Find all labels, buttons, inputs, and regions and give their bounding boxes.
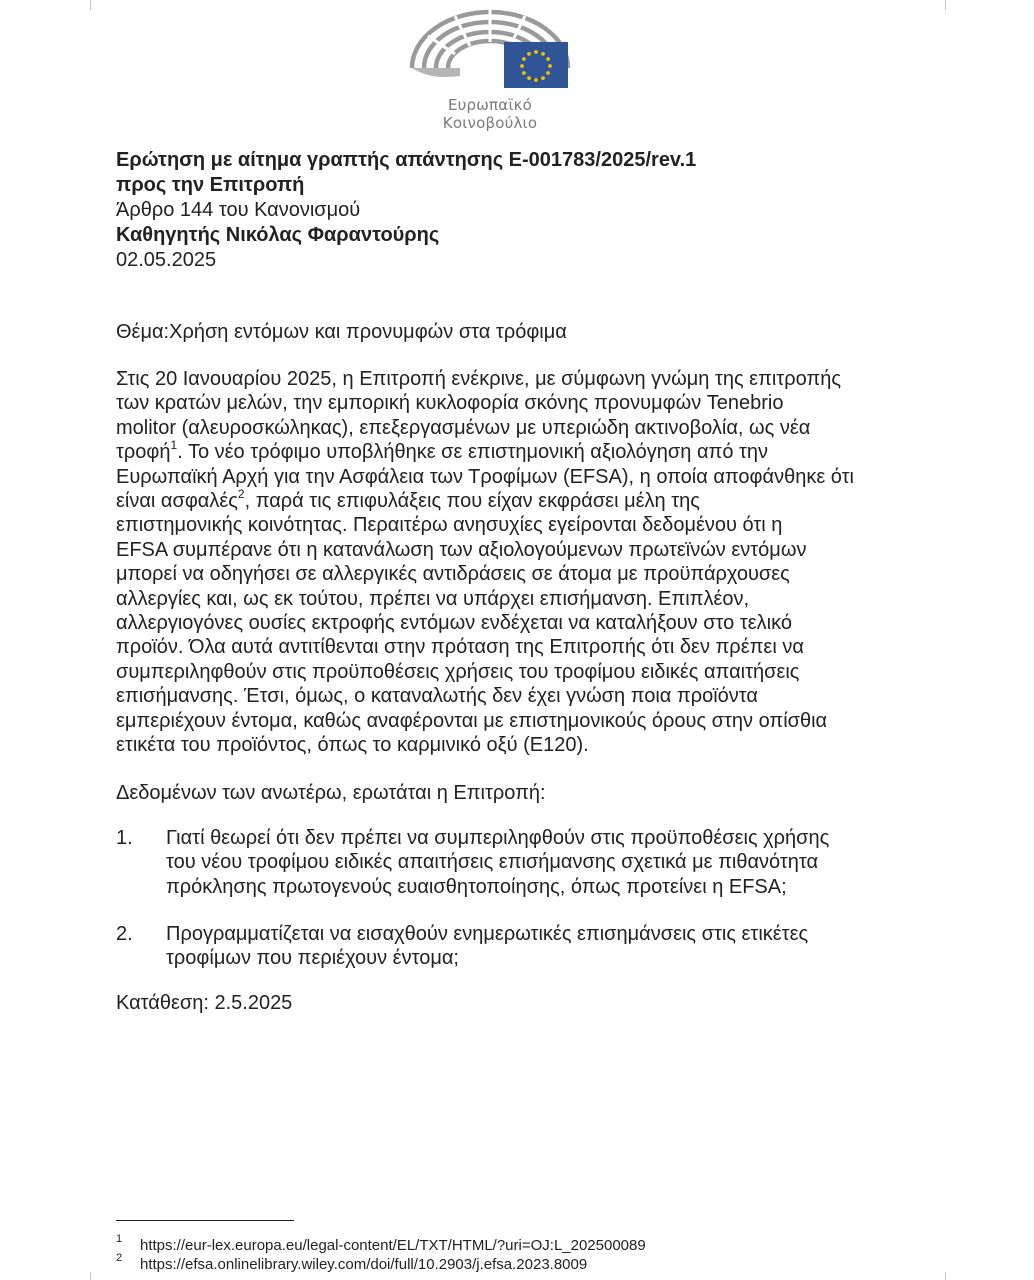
body-line: αλλεργιογόνες ουσίες εκτροφής εντόμων ενδέχεται να καταλήξουν στο τελικό (116, 612, 792, 635)
rule-reference: Άρθρο 144 του Κανονισμού (116, 199, 361, 221)
footnote-number: 1 (116, 1233, 123, 1245)
body-text: , παρά τις επιφυλάξεις που είχαν εκφράσει μέλη της (244, 490, 700, 513)
filing-date: Κατάθεση: 2.5.2025 (116, 992, 293, 1014)
body-line: Ευρωπαϊκή Αρχή για την Ασφάλεια των Τροφίμων (EFSA), η οποία αποφάνθηκε ότι (116, 465, 854, 488)
question-text (166, 826, 946, 899)
logo-caption: Ευρωπαϊκό Κοινοβούλιο (442, 96, 538, 132)
footnote-link[interactable]: https://eur-lex.europa.eu/legal-content/EL/TXT/HTML/?uri=OJ:L_202500089 (140, 1237, 646, 1254)
question-number: 2. (116, 923, 133, 945)
body-line: molitor (αλευροσκώληκας), επεξεργασμένων με υπεριώδη ακτινοβολία, ως νέα (116, 416, 811, 439)
body-line: Στις 20 Ιανουαρίου 2025, η Επιτροπή ενέκρινε, με σύμφωνη γνώμη της επιτροπής (116, 368, 842, 390)
subject-line: Θέμα:Χρήση εντόμων και προνυμφών στα τρόφιμα (116, 321, 567, 343)
question-line: του νέου τροφίμου ειδικές απαιτήσεις επισήμανσης σχετικά με πιθανότητα (166, 851, 819, 874)
footnote-ref-1[interactable]: 1 (170, 438, 178, 453)
footnote-number: 2 (116, 1252, 123, 1264)
question-line: Γιατί θεωρεί ότι δεν πρέπει να συμπεριληφθούν στις προϋποθέσεις χρήσης (166, 827, 830, 849)
hemicycle-flag-emblem (400, 0, 580, 95)
body-line: επιστημονικής κοινότητας. Περαιτέρω ανησυχίες εγείρονται δεδομένου ότι η (116, 514, 783, 537)
author-name: Καθηγητής Νικόλας Φαραντούρης (116, 224, 440, 246)
footnote-ref-2[interactable]: 2 (237, 487, 245, 502)
body-text: . Το νέο τρόφιμο υποβλήθηκε σε επιστημονική αξιολόγηση από την (177, 441, 769, 464)
crop-mark-top-left (90, 0, 91, 10)
document-date: 02.05.2025 (116, 249, 217, 271)
body-text: τροφή (116, 441, 171, 464)
question-number: 1. (116, 827, 133, 849)
body-line: των κρατών μελών, την εμπορική κυκλοφορία σκόνης προνυμφών Tenebrio (116, 392, 784, 415)
question-title: Ερώτηση με αίτημα γραπτής απάντησης E-001783/2025/rev.1 (116, 149, 697, 171)
question-line: Προγραμματίζεται να εισαχθούν ενημερωτικές επισημάνσεις στις ετικέτες (166, 923, 809, 945)
addressee: προς την Επιτροπή (116, 174, 305, 196)
body-text: είναι ασφαλές (116, 490, 238, 513)
document-header (116, 148, 936, 273)
body-paragraph (116, 367, 936, 758)
questions-intro: Δεδομένων των ανωτέρω, ερωτάται η Επιτροπή: (116, 782, 546, 804)
european-parliament-logo (400, 0, 580, 132)
body-line: προϊόν. Όλα αυτά αντιτίθενται στην πρόταση της Επιτροπής ότι δεν πρέπει να (116, 636, 804, 659)
question-line: πρόκλησης πρωτογενούς ευαισθητοποίησης, όπως προτείνει η EFSA; (166, 875, 787, 898)
body-line: μπορεί να οδηγήσει σε αλλεργικές αντιδράσεις σε άτομα με προϋπάρχουσες (116, 563, 790, 586)
body-line (116, 440, 936, 464)
body-line: επισήμανσης. Έτσι, όμως, ο καταναλωτής δεν έχει γνώση ποια προϊόντα (116, 685, 758, 708)
body-line (116, 489, 936, 513)
crop-mark-top-right (945, 0, 946, 10)
body-line: EFSA συμπέρανε ότι η κατανάλωση των αξιολογούμενων πρωτεϊνών εντόμων (116, 538, 807, 561)
footnote-separator (116, 1220, 294, 1221)
crop-mark-bottom-left (90, 1272, 91, 1280)
crop-mark-bottom-right (945, 1272, 946, 1280)
body-line: αλλεργίες και, ως εκ τούτου, πρέπει να υπάρχει επισήμανση. Επιπλέον, (116, 587, 750, 610)
body-line: ετικέτα του προϊόντος, όπως το καρμινικό οξύ (E120). (116, 734, 589, 757)
footnote-link[interactable]: https://efsa.onlinelibrary.wiley.com/doi/full/10.2903/j.efsa.2023.8009 (140, 1256, 588, 1273)
question-line: τροφίμων που περιέχουν έντομα; (166, 947, 459, 970)
question-text (166, 922, 946, 971)
body-line: εμπεριέχουν έντομα, καθώς αναφέρονται με επιστημονικούς όρους στην οπίσθια (116, 709, 828, 732)
body-line: συμπεριληφθούν στις προϋποθέσεις χρήσεις του τροφίμου ειδικές απαιτήσεις (116, 660, 800, 683)
